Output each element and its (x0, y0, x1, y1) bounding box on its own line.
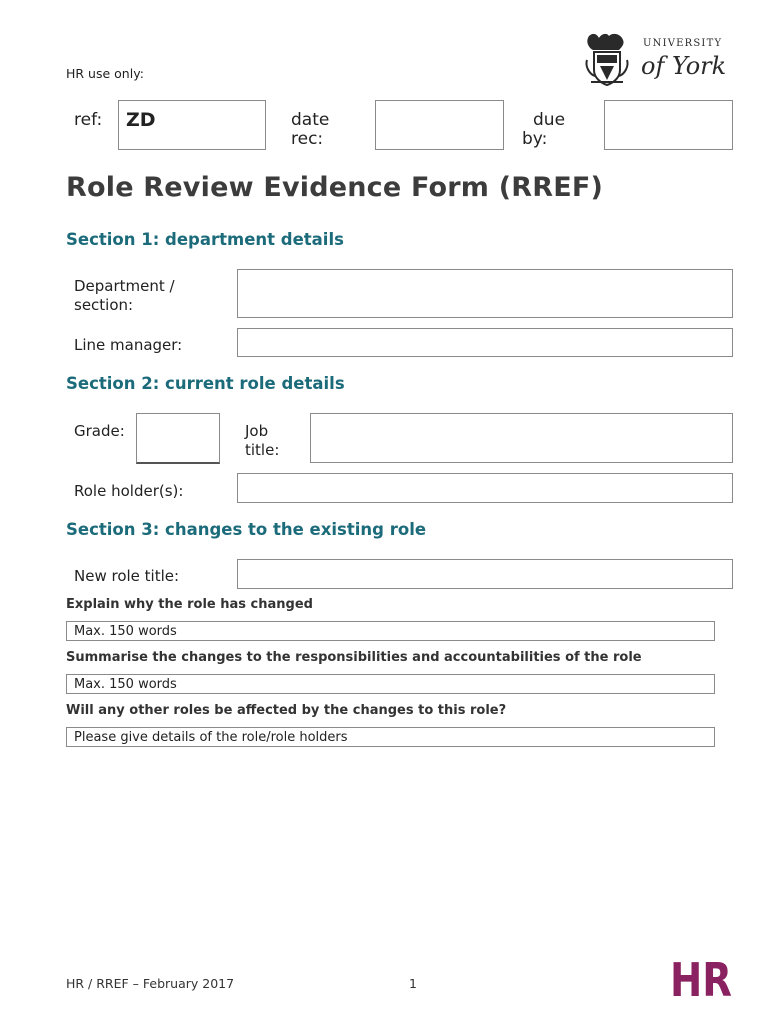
page-title: Role Review Evidence Form (RREF) (66, 172, 604, 203)
date-rec-label-line1: date (291, 110, 330, 130)
question-why-changed: Explain why the role has changed (66, 597, 313, 612)
section3-heading: Section 3: changes to the existing role (66, 520, 427, 539)
due-by-label-line1: due (533, 110, 566, 130)
role-holders-label: Role holder(s): (74, 482, 184, 500)
due-by-field[interactable] (604, 100, 733, 150)
new-role-title-label: New role title: (74, 567, 180, 585)
ref-field[interactable] (118, 100, 266, 150)
grade-field[interactable] (136, 413, 220, 464)
department-label-line1: Department / (74, 277, 175, 295)
hr-use-only-label: HR use only: (66, 66, 144, 81)
job-title-label-line2: title: (245, 441, 280, 459)
footer-doc-ref: HR / RREF – February 2017 (66, 976, 235, 991)
department-field[interactable] (237, 269, 733, 318)
answer-summarise-changes-placeholder: Max. 150 words (74, 677, 177, 692)
due-by-label-line2: by: (522, 129, 548, 149)
hr-logo-text: HR (670, 953, 732, 1007)
answer-why-changed-field[interactable] (66, 621, 715, 641)
role-holders-field[interactable] (237, 473, 733, 503)
department-label-line2: section: (74, 296, 134, 314)
new-role-title-field[interactable] (237, 559, 733, 589)
hr-logo (670, 953, 734, 1007)
section2-heading: Section 2: current role details (66, 374, 345, 393)
ref-value: ZD (126, 109, 156, 131)
grade-label: Grade: (74, 422, 125, 440)
question-summarise-changes: Summarise the changes to the responsibilities and accountabilities of the role (66, 650, 642, 665)
job-title-label-line1: Job (245, 422, 269, 440)
line-manager-label: Line manager: (74, 336, 183, 354)
section1-heading: Section 1: department details (66, 230, 344, 249)
date-received-field[interactable] (375, 100, 504, 150)
ref-label: ref: (74, 110, 103, 130)
answer-other-roles-placeholder: Please give details of the role/role holders (74, 730, 348, 745)
university-of-york-logo (583, 30, 733, 90)
date-rec-label-line2: rec: (291, 129, 324, 149)
logo-york-text: of York (641, 52, 727, 80)
footer-page-number: 1 (409, 976, 417, 991)
job-title-field[interactable] (310, 413, 733, 463)
logo-university-text: UNIVERSITY (643, 38, 723, 49)
answer-other-roles-field[interactable] (66, 727, 715, 747)
question-other-roles-affected: Will any other roles be affected by the changes to this role? (66, 703, 507, 718)
answer-why-changed-placeholder: Max. 150 words (74, 624, 177, 639)
line-manager-field[interactable] (237, 328, 733, 357)
answer-summarise-changes-field[interactable] (66, 674, 715, 694)
york-crest-icon (586, 34, 627, 85)
